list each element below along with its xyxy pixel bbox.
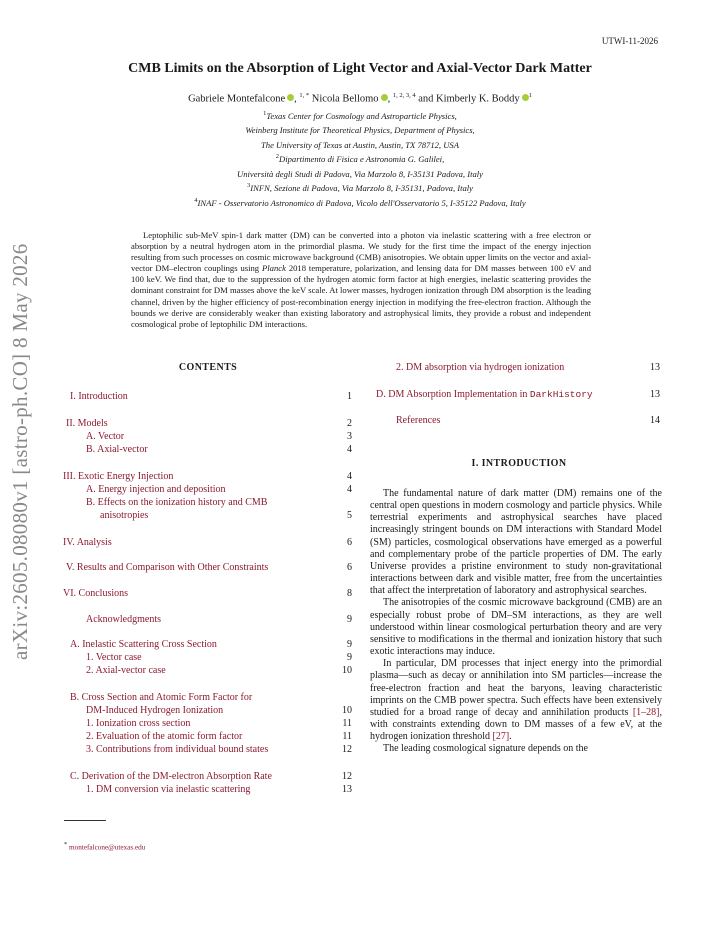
toc-link[interactable]: B. Cross Section and Atomic Form Factor for	[70, 692, 253, 703]
affiliations	[60, 108, 660, 209]
toc-page-number: 6	[347, 562, 352, 573]
paragraph: The leading cosmological signature depends on the	[383, 743, 588, 755]
toc-link[interactable]: anisotropies	[100, 510, 149, 521]
paragraph: The fundamental nature of dark matter (DM) remains one of the central open questions in modern cosmology and particle physics. While terrestrial experiments and astrophysical searches have placed increasingly stringent bounds on DM interactions with Standard Model (SM) particles, cosmological observations have emerged as a powerful and complementary probe of the particle properties of DM. The early Universe provides a pristine environment to study non-gravitational interactions between dark and visible matter, free from the uncertainties that affect the interpretation of laboratory and astrophysical searches.	[370, 488, 662, 597]
toc-page-number: 3	[347, 431, 352, 442]
affiliation-line: The University of Texas at Austin, Austin, TX 78712, USA	[261, 139, 459, 150]
toc-page-number: 13	[342, 784, 352, 795]
affiliation-line: $^2$Dipartimento di Fisica e Astronomia G. Galilei,	[275, 153, 445, 165]
author-affil-mark: 1, *	[299, 92, 310, 99]
toc-link[interactable]: I. Introduction	[70, 391, 128, 402]
affiliation-line: $^1$Texas Center for Cosmology and Astroparticle Physics,	[263, 110, 457, 121]
toc-link[interactable]: 3. Contributions from individual bound states	[86, 744, 269, 755]
toc-page-number: 11	[342, 718, 352, 729]
toc-link[interactable]: IV. Analysis	[63, 537, 112, 548]
toc-link[interactable]: B. Axial-vector	[86, 444, 148, 455]
abstract: Leptophilic sub-MeV spin-1 dark matter (DM) can be converted into a photon via inelastic scattering with a free electron or absorption by a neutral hydrogen atom in the primordial plasma. We study for the first time the impact of the energy injection resulting from such processes on cosmic microwave background (CMB) anisotropies. We obtain upper limits on the vector and axial-vector DM–electron couplings using Planck 2018 temperature, polarization, and lensing data for DM masses between 100 eV and 100 keV. We find that, due to the suppression of the hydrogen atomic form factor at high energies, inelastic scattering provides the dominant constraint for DM masses above the keV scale. At lower masses, hydrogen ionization through DM absorption is the leading channel, driven by the higher efficiency of post-recombination energy injection in modifying the free-electron fraction. Although the bounds we derive are considerably weaker than existing laboratory and astrophysical limits, they provide a robust and independent cosmological probe of leptophilic DM interactions.	[131, 230, 591, 329]
footnote: * montefalcone@utexas.edu	[64, 841, 146, 852]
toc-link[interactable]: 1. DM conversion via inelastic scattering	[86, 784, 251, 795]
toc-link[interactable]: A. Inelastic Scattering Cross Section	[70, 639, 217, 650]
toc-page-number: 10	[342, 705, 352, 716]
paper-title: CMB Limits on the Absorption of Light Vector and Axial-Vector Dark Matter	[128, 61, 592, 76]
toc-page-number: 11	[342, 731, 352, 742]
toc-page-number: 14	[650, 415, 660, 426]
toc-page-number: 4	[347, 471, 352, 482]
toc-link[interactable]: 1. Vector case	[86, 652, 142, 663]
paragraph: In particular, DM processes that inject energy into the primordial plasma—such as decay or annihilation into SM particles—increase the free-electron fraction and heat the baryons, leaving characteristic imprints on the CMB power spectra. Such effects have been extensively studied for a broad range of decay and annihilation products [1–28], with constraints extending down to DM masses of a few eV, at the hydrogen ionization threshold [27].	[370, 658, 662, 743]
orcid-icon[interactable]	[381, 94, 388, 101]
affiliation-line: $^4$INAF - Osservatorio Astronomico di Padova, Vicolo dell'Osservatorio 5, I-35122 Padova, Italy	[194, 196, 526, 208]
author-affil-mark: 1, 2, 3, 4	[392, 92, 416, 99]
contents-heading: CONTENTS	[178, 362, 238, 373]
affiliation-line: $^3$INFN, Sezione di Padova, Via Marzolo 8, I-35131, Padova, Italy	[246, 182, 474, 194]
toc-page-number: 2	[347, 418, 352, 429]
toc-link[interactable]: References	[396, 415, 441, 426]
toc-link[interactable]: A. Vector	[86, 431, 125, 442]
toc-page-number: 5	[347, 510, 352, 521]
paragraph: The anisotropies of the cosmic microwave background (CMB) are an especially robust probe of DM–SM interactions, as they are well understood within linear cosmological perturbation theory and are very sensitive to modifications in the thermal and ionization history that such exotic interactions may induce.	[370, 597, 662, 658]
toc-link[interactable]: B. Effects on the ionization history and CMB	[86, 497, 268, 508]
toc-page-number: 4	[347, 444, 352, 455]
toc-page-number: 4	[347, 484, 352, 495]
introduction-body	[370, 488, 662, 755]
toc-link[interactable]: C. Derivation of the DM-electron Absorption Rate	[70, 771, 272, 782]
author-affil-mark: 1	[528, 92, 532, 99]
footnote-rule	[64, 820, 106, 821]
arxiv-identifier[interactable]: arXiv:2605.08080v1 [astro-ph.CO] 8 May 2026	[8, 243, 32, 660]
toc-page-number: 12	[342, 771, 352, 782]
toc-link[interactable]: 2. DM absorption via hydrogen ionization	[396, 362, 565, 373]
author-name: Gabriele Montefalcone	[188, 93, 286, 105]
toc-page-number: 6	[347, 537, 352, 548]
toc-link[interactable]: Acknowledgments	[86, 614, 161, 625]
citation-link[interactable]: [27]	[492, 731, 510, 743]
toc-page-number: 9	[347, 652, 352, 663]
author-name: Kimberly K. Boddy	[435, 93, 520, 105]
affiliation-line: Weinberg Institute for Theoretical Physics, Department of Physics,	[245, 125, 475, 136]
toc-page-number: 13	[650, 389, 660, 400]
toc-link[interactable]: A. Energy injection and deposition	[86, 484, 226, 495]
section-heading: I. INTRODUCTION	[471, 458, 567, 469]
report-number: UTWI-11-2026	[601, 36, 658, 46]
toc-link[interactable]: III. Exotic Energy Injection	[63, 471, 174, 482]
orcid-icon[interactable]	[522, 94, 529, 101]
affiliation-line: Università degli Studi di Padova, Via Marzolo 8, I-35131 Padova, Italy	[237, 168, 483, 179]
email-link[interactable]: montefalcone@utexas.edu	[69, 843, 146, 852]
author-name: Nicola Bellomo	[311, 93, 379, 105]
toc-link[interactable]: VI. Conclusions	[63, 588, 128, 599]
toc-page-number: 9	[347, 639, 352, 650]
toc-page-number: 9	[347, 614, 352, 625]
citation-link[interactable]: [1–28]	[632, 706, 660, 718]
toc-link[interactable]: 1. Ionization cross section	[86, 718, 191, 729]
toc-page-number: 1	[347, 391, 352, 402]
toc-link[interactable]: 2. Evaluation of the atomic form factor	[86, 731, 243, 742]
toc-link[interactable]: V. Results and Comparison with Other Constraints	[66, 562, 269, 573]
toc-link[interactable]: 2. Axial-vector case	[86, 665, 166, 676]
toc-link[interactable]: II. Models	[66, 418, 108, 429]
author-list: Gabriele Montefalcone , $^{1, *}$ Nicola Bellomo , $^{1, 2, 3, 4}$ and Kimberly K. Boddy $^1$	[188, 92, 532, 105]
toc-page-number: 8	[347, 588, 352, 599]
toc-link[interactable]: DM-Induced Hydrogen Ionization	[86, 705, 224, 716]
toc-page-number: 13	[650, 362, 660, 373]
toc-page-number: 10	[342, 665, 352, 676]
toc-link[interactable]: D. DM Absorption Implementation in DarkHistory	[376, 389, 593, 400]
toc-page-number: 12	[342, 744, 352, 755]
